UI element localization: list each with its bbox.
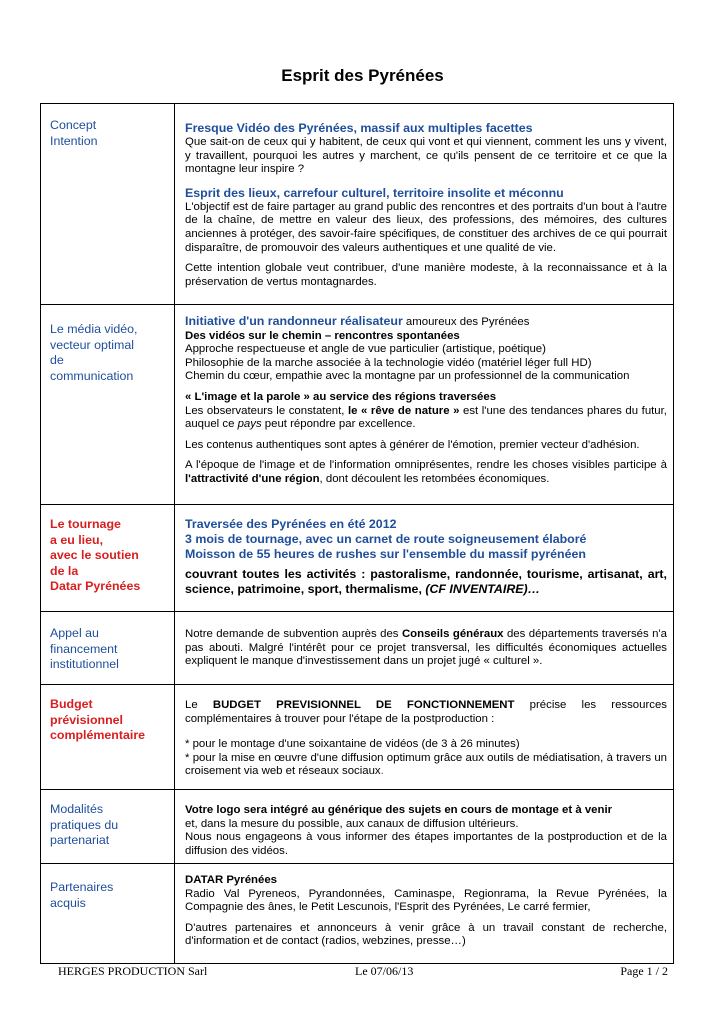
table-row-media — [41, 305, 674, 505]
row-label-budget: Budget prévisionnel complémentaire — [41, 685, 175, 790]
project-table — [40, 103, 674, 964]
table-row-partenaires — [41, 864, 674, 964]
footer-company: HERGES PRODUCTION Sarl — [58, 964, 208, 978]
row-label-tournage: Le tournage a eu lieu, avec le soutien de la Datar Pyrénées — [41, 505, 175, 612]
tournage-activities: couvrant toutes les activités : pastoralisme, randonnée, tourisme, artisanat, art, science, patrimoine, sport, thermalisme, (CF INVENTAIRE)… — [185, 567, 667, 596]
media-subheading-1: Des vidéos sur le chemin – rencontres spontanées — [185, 329, 460, 342]
row-content-tournage — [175, 505, 674, 612]
tournage-heading-2: 3 mois de tournage, avec un carnet de route soigneusement élaboré — [185, 532, 587, 546]
media-paragraph-2: Les observateurs le constatent, le « rêve de nature » est l'une des tendances phares du futur, auquel ce pays peut répondre par excellence. — [185, 404, 667, 431]
footer-date: Le 07/06/13 — [355, 964, 414, 978]
concept-heading-1: Fresque Vidéo des Pyrénées, massif aux multiples facettes — [185, 121, 533, 135]
row-content-budget — [175, 685, 674, 790]
table-row-tournage — [41, 505, 674, 612]
partenaires-paragraph-2: D'autres partenaires et annonceurs à venir grâce à un travail constant de recherche, d'information et de contact (radios, webzines, presse…) — [185, 921, 667, 948]
modalites-paragraph-1: et, dans la mesure du possible, aux canaux de diffusion ultérieurs. — [185, 817, 519, 830]
media-paragraph-4: A l'époque de l'image et de l'information omniprésentes, rendre les choses visibles participe à l'attractivité d'une région, dont découlent les retombées économiques. — [185, 459, 667, 485]
media-paragraph-3: Les contenus authentiques sont aptes à générer de l'émotion, premier vecteur d'adhésion. — [185, 438, 640, 451]
media-line-1: Approche respectueuse et angle de vue particulier (artistique, poétique) — [185, 343, 546, 356]
budget-line-2: * pour la mise en œuvre d'une diffusion optimum grâce aux outils de médiatisation, à travers un croisement via web et réseaux sociaux. — [185, 751, 667, 778]
row-label-modalites: Modalités pratiques du partenariat — [41, 790, 175, 864]
budget-paragraph-1: Le BUDGET PREVISIONNEL DE FONCTIONNEMENT précise les ressources complémentaires à trouver pour l'étape de la postproduction : — [185, 699, 667, 725]
budget-line-1: * pour le montage d'une soixantaine de vidéos (de 3 à 26 minutes) — [185, 738, 520, 751]
tournage-heading-1: Traversée des Pyrénées en été 2012 — [185, 517, 397, 531]
table-row-budget — [41, 685, 674, 790]
media-heading-1: Initiative d'un randonneur réalisateur amoureux des Pyrénées — [185, 314, 530, 328]
page-footer — [58, 964, 668, 980]
concept-paragraph-1: Que sait-on de ceux qui y habitent, de ceux qui vont et qui viennent, comment les uns y vivent, y travaillent, pourquoi les autres y marchent, ce qu'ils pensent de ce territoire et ce que la montagne leur inspire ? — [185, 136, 667, 176]
partenaires-heading: DATAR Pyrénées — [185, 874, 277, 886]
partenaires-paragraph-1: Radio Val Pyreneos, Pyrandonnées, Caminaspe, Regionrama, la Revue Pyrénées, la Compagnie des ânes, le Petit Lescunois, l'Esprit des Pyrénées, Le carré fermier, — [185, 887, 667, 914]
row-content-partenaires — [175, 864, 674, 964]
concept-heading-2: Esprit des lieux, carrefour culturel, territoire insolite et méconnu — [185, 185, 564, 200]
tournage-heading-3: Moisson de 55 heures de rushes sur l'ensemble du massif pyrénéen — [185, 547, 586, 561]
row-content-media — [175, 305, 674, 505]
media-line-2: Philosophie de la marche associée à la technologie vidéo (matériel léger full HD) — [185, 356, 592, 369]
appel-paragraph-1: Notre demande de subvention auprès des Conseils généraux des départements traversés n'a pas abouti. Malgré l'intérêt pour ce projet transversal, les difficultés économiques actuelles expliquent le manque d'investissement dans un projet jugé « culturel ». — [185, 628, 667, 668]
row-label-media: Le média vidéo, vecteur optimal de communication — [41, 305, 175, 505]
media-line-3: Chemin du cœur, empathie avec la montagne par un professionnel de la communication — [185, 370, 630, 383]
row-label-partenaires: Partenaires acquis — [41, 864, 175, 964]
modalites-heading: Votre logo sera intégré au générique des sujets en cours de montage et à venir — [185, 804, 613, 816]
table-row-modalites — [41, 790, 674, 864]
modalites-paragraph-2: Nous nous engageons à vous informer des étapes importantes de la postproduction et de la diffusion des vidéos. — [185, 831, 667, 857]
row-content-modalites — [175, 790, 674, 864]
concept-paragraph-3: Cette intention globale veut contribuer, d'une manière modeste, à la reconnaissance et à la préservation de vertus montagnardes. — [185, 262, 667, 288]
row-label-concept: Concept Intention — [41, 104, 175, 305]
media-subheading-2: « L'image et la parole » au service des régions traversées — [185, 390, 497, 403]
row-content-appel — [175, 612, 674, 685]
concept-paragraph-2: L'objectif est de faire partager au grand public des rencontres et des portraits d'un bout à l'autre de la chaîne, de mettre en valeur des lieux, des professions, des mémoires, des cultures anciennes à protéger, des savoir-faire spécifiques, de constituer des archives de ce qui pourrait disparaître, de promouvoir des valeurs authentiques et une qualité de vie. — [185, 200, 667, 254]
table-row-appel — [41, 612, 674, 685]
table-row-concept — [41, 104, 674, 305]
document-title: Esprit des Pyrénées — [281, 66, 444, 85]
row-content-concept — [175, 104, 674, 305]
row-label-appel: Appel au financement institutionnel — [41, 612, 175, 685]
footer-page-number: Page 1 / 2 — [620, 964, 668, 978]
